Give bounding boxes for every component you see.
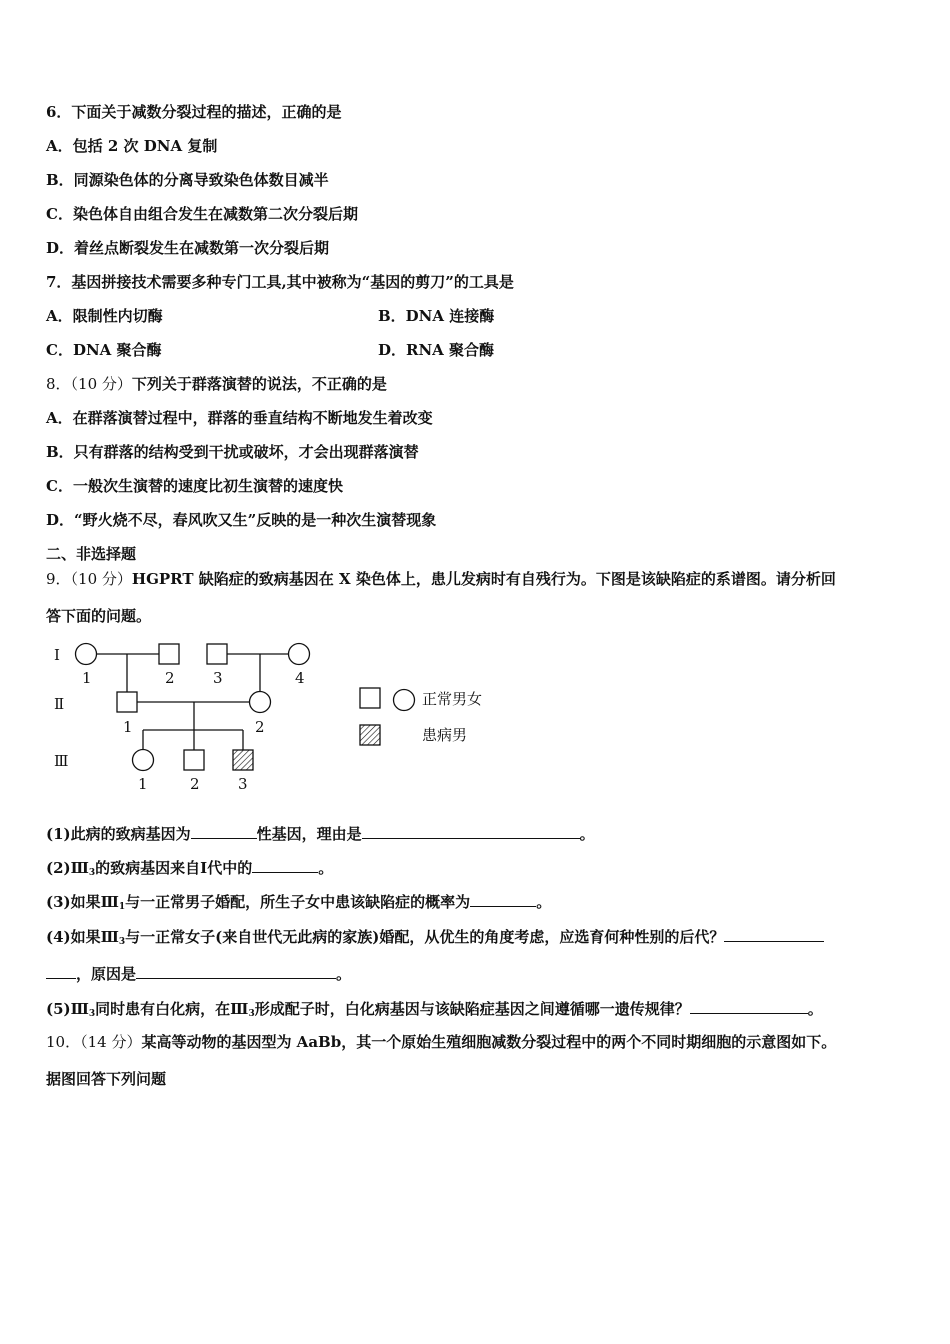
- pedigree-II2-female: [250, 692, 271, 713]
- pedigree-II1-male: [117, 692, 137, 712]
- q9-sub3: (3)如果$Ⅲ_1$与一正常男子婚配，所生子女中患该缺陷症的概率为 。: [46, 893, 552, 912]
- q10-stem-line1: 某高等动物的基因型为 AaBb，其一个原始生殖细胞减数分裂过程中的两个不同时期细胞的示意图如下。: [141, 1033, 837, 1051]
- q6-option-a: A．包括 2 次 DNA 复制: [46, 137, 218, 155]
- pedigree-gen-label: Ⅱ: [54, 695, 65, 713]
- q6-stem: 6．下面关于减数分裂过程的描述，正确的是: [46, 103, 342, 121]
- q9-sub2: $(2)Ⅲ_3$的致病基因来自Ⅰ代中的 。: [46, 859, 334, 878]
- answer-blank[interactable]: [136, 963, 336, 979]
- pedigree-I2-male: [159, 644, 179, 664]
- q9-stem: [46, 569, 836, 589]
- pedigree-num: 3: [213, 669, 223, 687]
- q9-sub1: (1)此病的致病基因为 性基因，理由是 。: [46, 825, 595, 843]
- pedigree-num: 1: [138, 775, 148, 793]
- pedigree-gen-label: Ⅲ: [54, 752, 69, 770]
- q8-option-d: D．“野火烧不尽，春风吹又生”反映的是一种次生演替现象: [46, 511, 437, 529]
- pedigree-III1-female: [133, 750, 154, 771]
- pedigree-num: 2: [190, 775, 200, 793]
- q8-option-c: C．一般次生演替的速度比初生演替的速度快: [46, 477, 343, 495]
- q6-option-d: D．着丝点断裂发生在减数第一次分裂后期: [46, 239, 330, 257]
- pedigree-num: 2: [165, 669, 175, 687]
- legend-normal-label: 正常男女: [422, 690, 483, 708]
- q9-sub5: $(5)Ⅲ_3$同时患有白化病，在$Ⅲ_3$形成配子时，白化病基因与该缺陷症基因之间遵循哪一遗传规律？ 。: [46, 1000, 823, 1019]
- q7-stem: 7．基因拼接技术需要多种专门工具,其中被称为“基因的剪刀”的工具是: [46, 273, 514, 291]
- q8-stem: [46, 374, 387, 394]
- q7-option-d: D．RNA 聚合酶: [378, 341, 495, 359]
- pedigree-num: 1: [123, 718, 133, 736]
- legend-affected-male-symbol: [360, 725, 380, 745]
- q8-number: 8．（10 分）: [46, 375, 132, 393]
- pedigree-I4-female: [289, 644, 310, 665]
- pedigree-gen-label: Ⅰ: [54, 646, 60, 664]
- q10-number: 10．（14 分）: [46, 1033, 142, 1051]
- pedigree-num: 1: [82, 669, 92, 687]
- q10-stem: [46, 1032, 836, 1052]
- pedigree-III2-male: [184, 750, 204, 770]
- q9-sub4-cont: ，原因是 。: [46, 963, 351, 984]
- q9-stem-line1: HGPRT 缺陷症的致病基因在 X 染色体上，患儿发病时有自残行为。下图是该缺陷症的系谱图。请分析回: [131, 570, 836, 588]
- pedigree-num: 4: [295, 669, 305, 687]
- q8-option-b: B．只有群落的结构受到干扰或破坏，才会出现群落演替: [46, 443, 419, 461]
- q7-option-b: B．DNA 连接酶: [378, 307, 495, 325]
- answer-blank[interactable]: [690, 998, 808, 1014]
- legend-normal-female-symbol: [394, 690, 415, 711]
- q9-sub4: (4)如果$Ⅲ_3$与一正常女子(来自世代无此病的家族)婚配，从优生的角度考虑，应选育何种性别的后代？: [46, 926, 824, 952]
- pedigree-num: 3: [238, 775, 248, 793]
- legend-normal-male-symbol: [360, 688, 380, 708]
- q7-option-a: A．限制性内切酶: [46, 307, 163, 325]
- q9-stem-line2: 答下面的问题。: [46, 607, 152, 625]
- q6-option-c: C．染色体自由组合发生在减数第二次分裂后期: [46, 205, 358, 223]
- q8-option-a: A．在群落演替过程中，群落的垂直结构不断地发生着改变: [46, 409, 433, 427]
- q9-number: 9．（10 分）: [46, 570, 132, 588]
- answer-blank[interactable]: [252, 857, 318, 873]
- pedigree-chart: [46, 636, 506, 796]
- section-heading: 二、非选择题: [46, 545, 137, 563]
- pedigree-I1-female: [76, 644, 97, 665]
- pedigree-III3-affected-male: [233, 750, 253, 770]
- answer-blank[interactable]: [362, 823, 580, 839]
- pedigree-I3-male: [207, 644, 227, 664]
- answer-blank[interactable]: [46, 963, 76, 979]
- legend-affected-label: 患病男: [422, 726, 468, 744]
- q7-option-c: C．DNA 聚合酶: [46, 341, 162, 359]
- q10-stem-line2: 据图回答下列问题: [46, 1070, 167, 1088]
- answer-blank[interactable]: [470, 891, 536, 907]
- pedigree-num: 2: [255, 718, 265, 736]
- answer-blank[interactable]: [191, 823, 257, 839]
- q6-option-b: B．同源染色体的分离导致染色体数目减半: [46, 171, 329, 189]
- q8-stem-text: 下列关于群落演替的说法，不正确的是: [131, 375, 387, 393]
- answer-blank[interactable]: [724, 926, 824, 942]
